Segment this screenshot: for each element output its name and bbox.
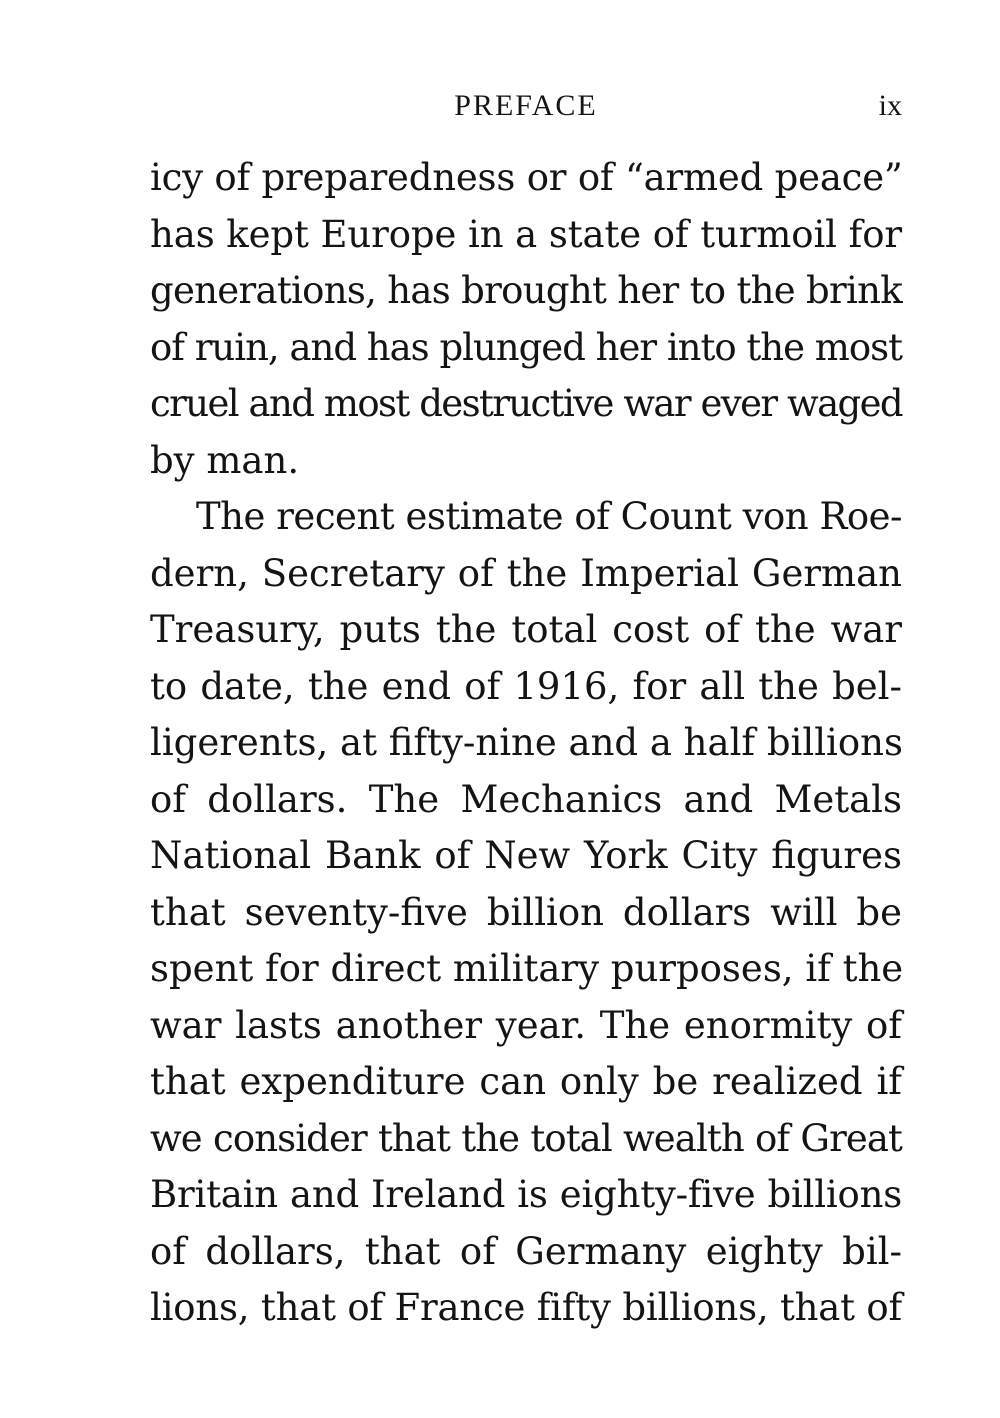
body-text	[150, 150, 902, 1337]
header-title: PREFACE	[454, 89, 598, 122]
paragraph-1	[150, 150, 902, 489]
text-line: that seventy-five billion dollars will be	[150, 890, 902, 934]
text-line: we consider that the total wealth of Great	[150, 1116, 902, 1160]
text-line: spent for direct military purposes, if the	[150, 947, 904, 990]
text-line: lions, that of France fifty billions, that of	[150, 1286, 902, 1329]
text-line: of dollars. The Mechanics and Metals	[150, 777, 902, 821]
text-line: dern, Secretary of the Imperial German	[150, 551, 902, 595]
text-line: generations, has brought her to the brink	[150, 269, 902, 312]
text-line: war lasts another year. The enormity of	[150, 1003, 902, 1047]
text-line: of ruin, and has plunged her into the most	[150, 325, 902, 369]
text-line: that expenditure can only be realized if	[150, 1060, 902, 1103]
text-line: National Bank of New York City figures	[150, 834, 902, 877]
paragraph-2	[150, 489, 902, 1337]
text-line: to date, the end of 1916, for all the bel-	[150, 664, 902, 708]
page-number: ix	[878, 89, 902, 122]
text-line: cruel and most destructive war ever waged	[150, 382, 902, 425]
text-line: icy of preparedness or of “armed peace”	[150, 156, 903, 199]
running-head	[150, 86, 902, 126]
text-line: The recent estimate of Count von Roe-	[196, 495, 902, 538]
text-line: Treasury, puts the total cost of the war	[150, 608, 902, 651]
text-line: by man.	[150, 438, 300, 482]
text-line: of dollars, that of Germany eighty bil-	[150, 1229, 902, 1273]
text-line: ligerents, at fifty-nine and a half billions	[150, 721, 903, 764]
text-line: has kept Europe in a state of turmoil for	[150, 212, 902, 256]
text-line: Britain and Ireland is eighty-five billions	[150, 1173, 902, 1216]
